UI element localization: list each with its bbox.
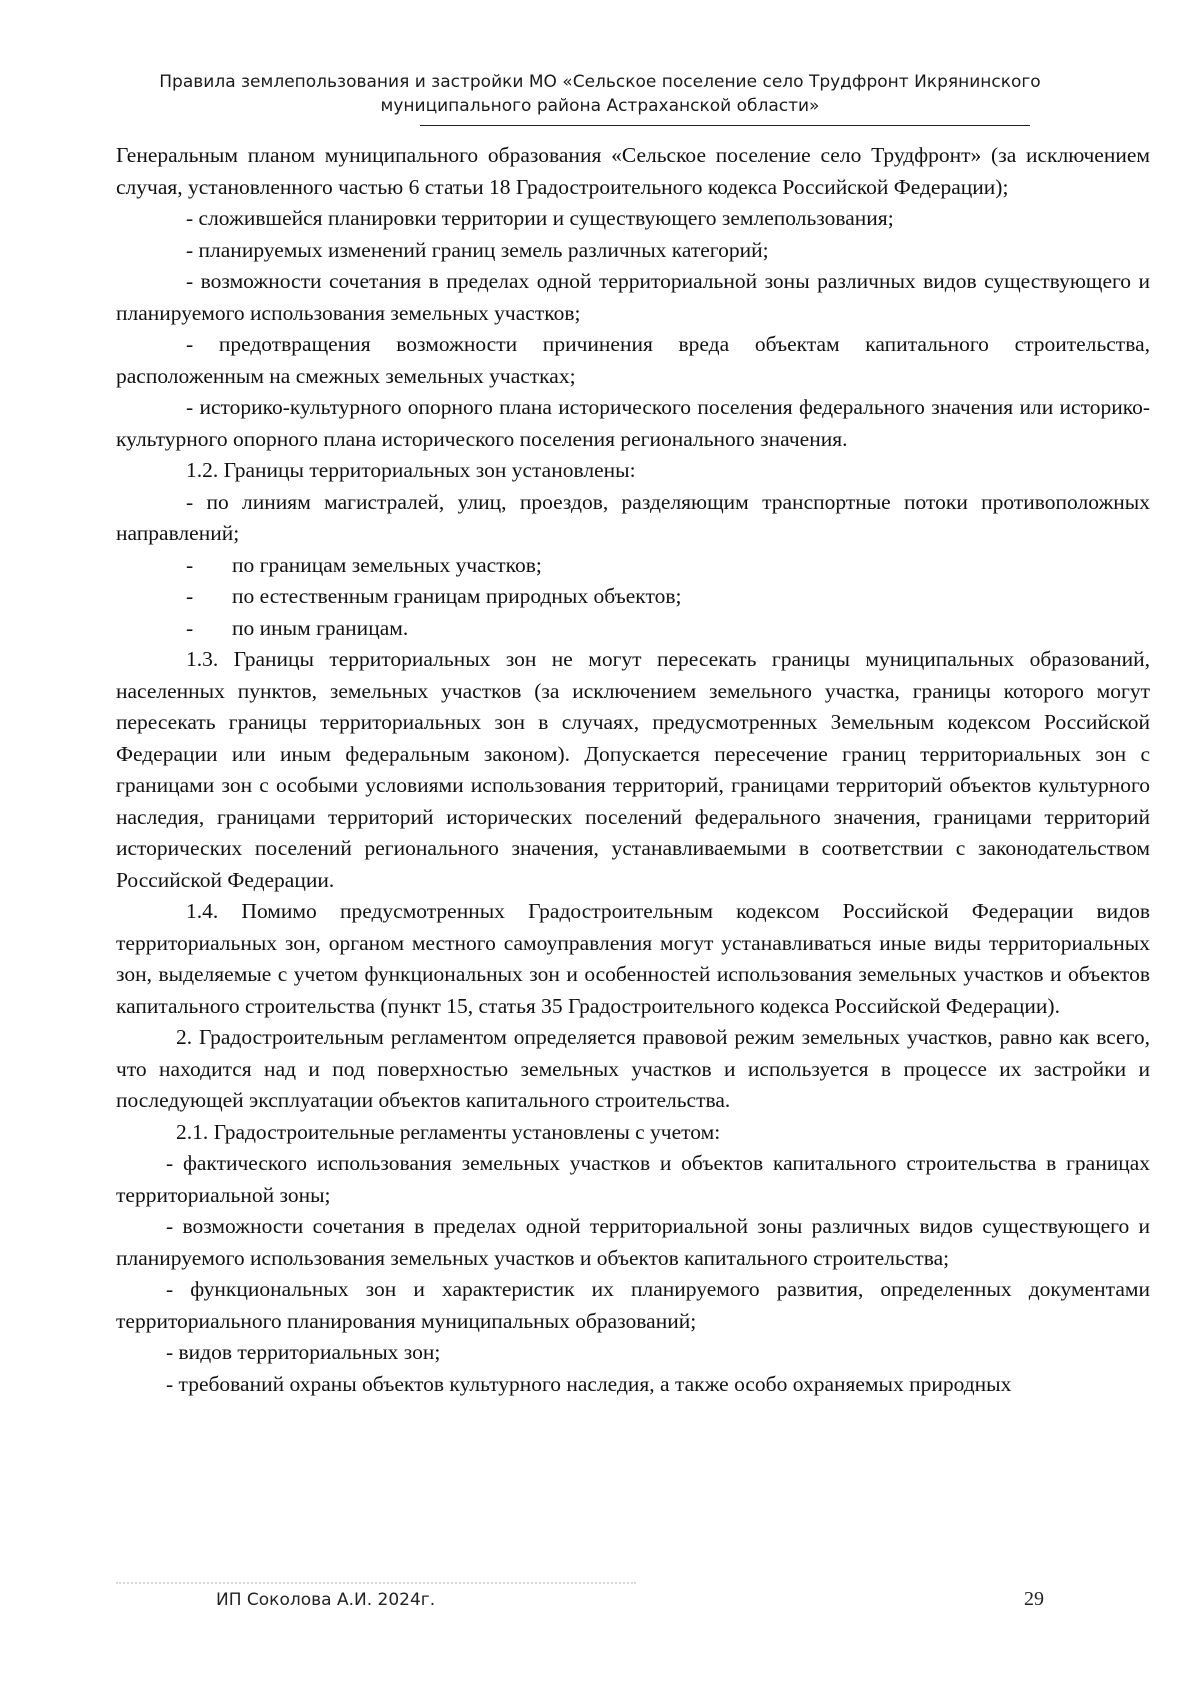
section-paragraph-1-3: 1.3. Границы территориальных зон не могут пересекать границы муниципальных образований, населенных пунктов, земельных участков (за исключением земельного участка, границы которого могут пересекать границы территориальных зон в случаях, предусмотренных Земельным кодексом Российской Федерации или иным федеральным законом). Допускается пересечение границ территориальных зон с границами зон с особыми условиями использования территорий, границами территорий объектов культурного наследия, границами территорий исторических поселений федерального значения, границами территорий исторических поселений регионального значения, устанавливаемыми в соответствии с законодательством Российской Федерации. bbox=[116, 647, 1150, 892]
paragraph: Генеральным планом муниципального образования «Сельское поселение село Трудфронт» (за исключением случая, установленного частью 6 статьи 18 Градостроительного кодекса Российской Федерации); bbox=[116, 143, 1150, 199]
list-dash: - bbox=[186, 615, 194, 640]
list-item: - фактического использования земельных участков и объектов капитального строительства в границах территориальной зоны; bbox=[116, 1151, 1150, 1207]
list-item: - сложившейся планировки территории и существующего землепользования; bbox=[186, 206, 894, 230]
header-underline bbox=[420, 125, 1030, 126]
list-item: - предотвращения возможности причинения вреда объектам капитального строительства, расположенным на смежных земельных участках; bbox=[116, 332, 1150, 388]
list-item: - по линиям магистралей, улиц, проездов, разделяющим транспортные потоки противоположных направлений; bbox=[116, 489, 1150, 545]
document-body bbox=[116, 140, 1150, 1400]
list-item: - планируемых изменений границ земель различных категорий; bbox=[186, 237, 769, 262]
section-paragraph-1-4: 1.4. Помимо предусмотренных Градостроительным кодексом Российской Федерации видов территориальных зон, органом местного самоуправления могут устанавливаться иные виды территориальных зон, выделяемые с учетом функциональных зон и особенностей использования земельных участков и объектов капитального строительства (пункт 15, статья 35 Градостроительного кодекса Российской Федерации). bbox=[116, 899, 1150, 1018]
list-item: - историко-культурного опорного плана исторического поселения федерального значения или историко-культурного опорного плана исторического поселения регионального значения. bbox=[116, 395, 1150, 451]
list-item: - функциональных зон и характеристик их планируемого развития, определенных документами территориального планирования муниципальных образований; bbox=[116, 1277, 1150, 1333]
section-heading-2-1: 2.1. Градостроительные регламенты установлены с учетом: bbox=[176, 1119, 721, 1144]
list-item-text: по границам земельных участков; bbox=[232, 552, 542, 577]
footer-dotted-rule bbox=[116, 1582, 636, 1584]
list-item: - требований охраны объектов культурного наследия, а также особо охраняемых природных bbox=[166, 1371, 1012, 1396]
header-line-2: муниципального района Астраханской области» bbox=[380, 96, 820, 116]
list-item: - возможности сочетания в пределах одной территориальной зоны различных видов существующего и планируемого использования земельных участков; bbox=[116, 269, 1150, 325]
section-heading-1-2: 1.2. Границы территориальных зон установлены: bbox=[186, 458, 636, 482]
running-header bbox=[150, 70, 1050, 118]
list-dash: - bbox=[186, 552, 194, 577]
list-item bbox=[116, 613, 1150, 645]
page-number: 29 bbox=[1024, 1588, 1044, 1610]
footer-author: ИП Соколова А.И. 2024г. bbox=[216, 1590, 436, 1610]
list-item bbox=[116, 581, 1150, 613]
section-paragraph-2: 2. Градостроительным регламентом определяется правовой режим земельных участков, равно как всего, что находится над и под поверхностью земельных участков и используется в процессе их застройки и последующей эксплуатации объектов капитального строительства. bbox=[116, 1025, 1150, 1112]
list-item-text: по иным границам. bbox=[232, 615, 409, 640]
list-item: - видов территориальных зон; bbox=[166, 1340, 441, 1364]
list-dash: - bbox=[186, 584, 194, 608]
list-item: - возможности сочетания в пределах одной территориальной зоны различных видов существующего и планируемого использования земельных участков и объектов капитального строительства; bbox=[116, 1214, 1150, 1270]
list-item bbox=[116, 550, 1150, 582]
header-line-1: Правила землепользования и застройки МО «Сельское поселение село Трудфронт Икрянинского bbox=[159, 72, 1041, 92]
list-item-text: по естественным границам природных объектов; bbox=[232, 584, 682, 608]
